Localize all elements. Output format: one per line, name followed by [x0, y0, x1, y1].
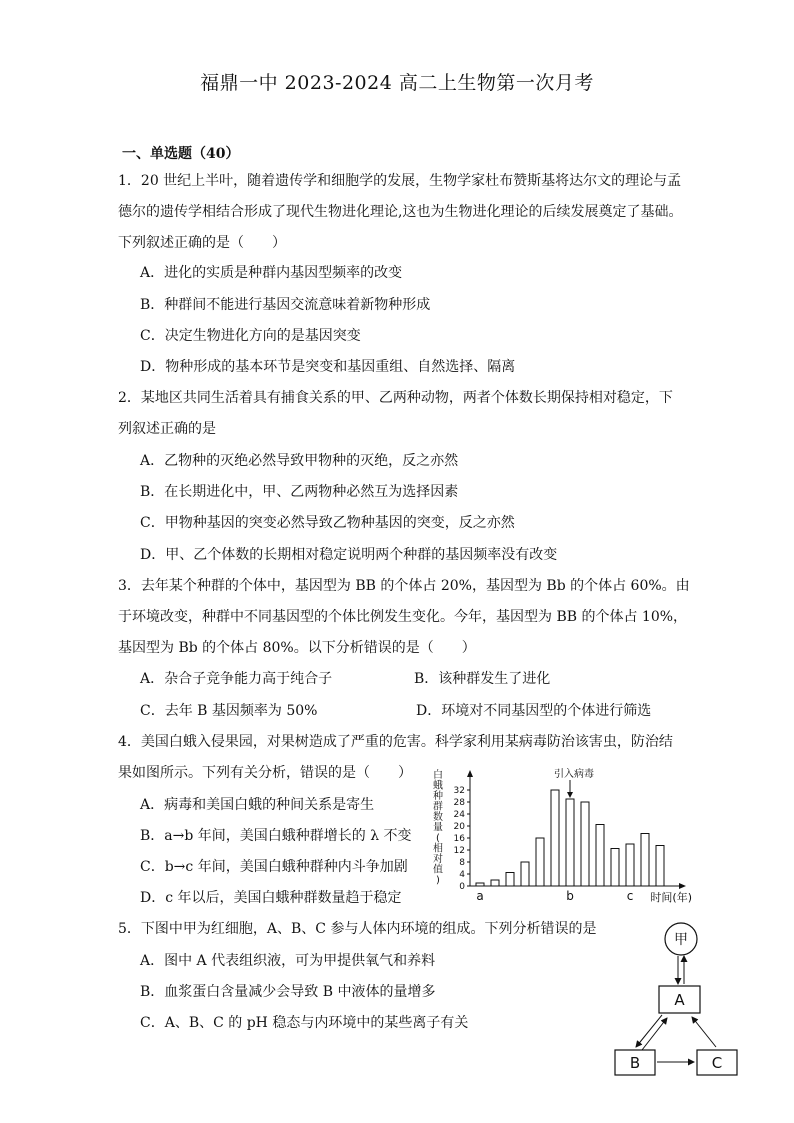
- q4-option-d: D．c 年以后，美国白蛾种群数量趋于稳定: [140, 890, 402, 906]
- q4-line-2: 果如图所示。下列有关分析，错误的是（ ）: [118, 765, 412, 781]
- q1-option-a: A．进化的实质是种群内基因型频率的改变: [140, 265, 403, 281]
- y-tick-label: 4: [459, 870, 465, 880]
- red-blood-cell-label: 甲: [674, 932, 688, 948]
- q4-option-c: C．b→c 年间，美国白蛾种群种内斗争加剧: [140, 859, 408, 875]
- bar: [536, 838, 544, 886]
- y-tick-label: 28: [453, 798, 465, 808]
- y-axis-label-char: 种: [433, 791, 443, 802]
- x-axis-arrow: [679, 883, 686, 889]
- y-axis-label-char: 数: [433, 812, 443, 823]
- q1-option-c: C．决定生物进化方向的是基因突变: [140, 328, 361, 344]
- page-title: 福鼎一中 2023-2024 高二上生物第一次月考: [200, 72, 594, 94]
- q2-option-c: C．甲物种基因的突变必然导致乙物种基因的突变，反之亦然: [140, 515, 515, 531]
- q3-line-1: 3．去年某个种群的个体中，基因型为 BB 的个体占 20%，基因型为 Bb 的个体占 60%。由: [118, 578, 690, 594]
- y-tick-label: 0: [459, 882, 465, 892]
- y-axis-label-group: [433, 768, 443, 886]
- y-axis-label-char: ): [436, 875, 440, 886]
- q1-line-2: 德尔的遗传学相结合形成了现代生物进化理论,这也为生物进化理论的后续发展奠定了基础。: [118, 204, 683, 220]
- q2-option-a: A．乙物种的灭绝必然导致甲物种的灭绝，反之亦然: [140, 453, 459, 469]
- q3-line-3: 基因型为 Bb 的个体占 80%。以下分析错误的是（ ）: [118, 640, 476, 656]
- x-mark-group: [476, 889, 633, 903]
- x-axis-label: 时间(年): [650, 891, 692, 904]
- population-bar-chart: [430, 768, 692, 908]
- y-tick-label: 8: [459, 858, 465, 868]
- bar: [626, 844, 634, 886]
- y-tick-label: 16: [453, 834, 465, 844]
- annotation-group: [554, 768, 594, 798]
- bar: [521, 862, 529, 886]
- y-axis-label-char: 相: [433, 843, 443, 855]
- arrow-c-to-a: [692, 1017, 716, 1047]
- bar: [566, 799, 574, 886]
- annotation-label: 引入病毒: [554, 769, 594, 780]
- node-b-label: B: [629, 1054, 641, 1072]
- bar: [506, 873, 514, 887]
- q2-line-2: 列叙述正确的是: [118, 421, 216, 437]
- q2-line-1: 2．某地区共同生活着具有捕食关系的甲、乙两种动物，两者个体数长期保持相对稳定，下: [118, 390, 673, 406]
- y-axis-label-char: 蛾: [433, 780, 443, 792]
- bar: [491, 880, 499, 886]
- q5-option-c: C．A、B、C 的 pH 稳态与内环境中的某些离子有关: [140, 1015, 469, 1031]
- q4-option-b: B．a→b 年间，美国白蛾种群增长的 λ 不变: [140, 828, 412, 844]
- node-a-label: A: [674, 991, 685, 1009]
- q4-line-1: 4．美国白蛾入侵果园，对果树造成了严重的危害。科学家利用某病毒防治该害虫，防治结: [118, 734, 673, 750]
- q1-line-1: 1．20 世纪上半叶，随着遗传学和细胞学的发展，生物学家杜布赞斯基将达尔文的理论与孟: [118, 173, 682, 189]
- y-axis-label-char: 对: [433, 854, 443, 865]
- bar: [581, 802, 589, 886]
- q2-option-d: D．甲、乙个体数的长期相对稳定说明两个种群的基因频率没有改变: [140, 547, 558, 563]
- q3-option-c: C．去年 B 基因频率为 50%: [140, 703, 318, 719]
- y-tick-label: 24: [453, 810, 465, 820]
- bar: [656, 846, 664, 887]
- q1-option-b: B．种群间不能进行基因交流意味着新物种形成: [140, 297, 431, 313]
- y-tick-label: 32: [453, 786, 465, 796]
- x-mark-label: b: [566, 889, 574, 903]
- section-heading: 一、单选题（40）: [122, 146, 240, 162]
- q3-line-2: 于环境改变，种群中不同基因型的个体比例发生变化。今年，基因型为 BB 的个体占 10%，: [118, 609, 688, 625]
- q4-option-a: A．病毒和美国白蛾的种间关系是寄生: [140, 797, 375, 813]
- body-fluid-diagram: [600, 918, 750, 1080]
- y-axis-label-char: 群: [433, 801, 443, 813]
- q5-line-1: 5．下图中甲为红细胞，A、B、C 参与人体内环境的组成。下列分析错误的是: [118, 921, 597, 937]
- y-axis-label-char: 白: [433, 770, 443, 781]
- q3-option-b: B．该种群发生了进化: [414, 671, 551, 687]
- q3-option-d: D．环境对不同基因型的个体进行筛选: [416, 703, 652, 719]
- q1-line-3: 下列叙述正确的是（ ）: [118, 235, 286, 251]
- bar: [641, 834, 649, 887]
- annotation-arrow-head: [567, 792, 573, 798]
- y-tick-label: 12: [453, 846, 465, 856]
- y-axis-label-char: (: [436, 833, 440, 844]
- q3-option-a: A．杂合子竞争能力高于纯合子: [140, 671, 333, 687]
- y-tick-label: 20: [453, 822, 465, 832]
- arrow-b-to-a: [642, 1018, 667, 1050]
- bar: [596, 825, 604, 887]
- x-mark-label: c: [626, 889, 634, 903]
- y-axis-label-char: 量: [433, 822, 443, 834]
- x-mark-label: a: [476, 889, 484, 903]
- q1-option-d: D．物种形成的基本环节是突变和基因重组、自然选择、隔离: [140, 359, 516, 375]
- y-axis-label-char: 值: [433, 864, 443, 876]
- node-c-label: C: [711, 1054, 723, 1072]
- y-tick-group: [454, 786, 470, 892]
- q2-option-b: B．在长期进化中，甲、乙两物种必然互为选择因素: [140, 484, 459, 500]
- arrow-a-to-b: [636, 1015, 662, 1047]
- q5-option-a: A．图中 A 代表组织液，可为甲提供氧气和养料: [140, 953, 436, 969]
- bar-group: [476, 790, 664, 886]
- bar: [476, 883, 484, 886]
- y-axis-arrow: [467, 770, 473, 777]
- q5-option-b: B．血浆蛋白含量减少会导致 B 中液体的量增多: [140, 984, 436, 1000]
- bar: [551, 790, 559, 886]
- bar: [611, 849, 619, 887]
